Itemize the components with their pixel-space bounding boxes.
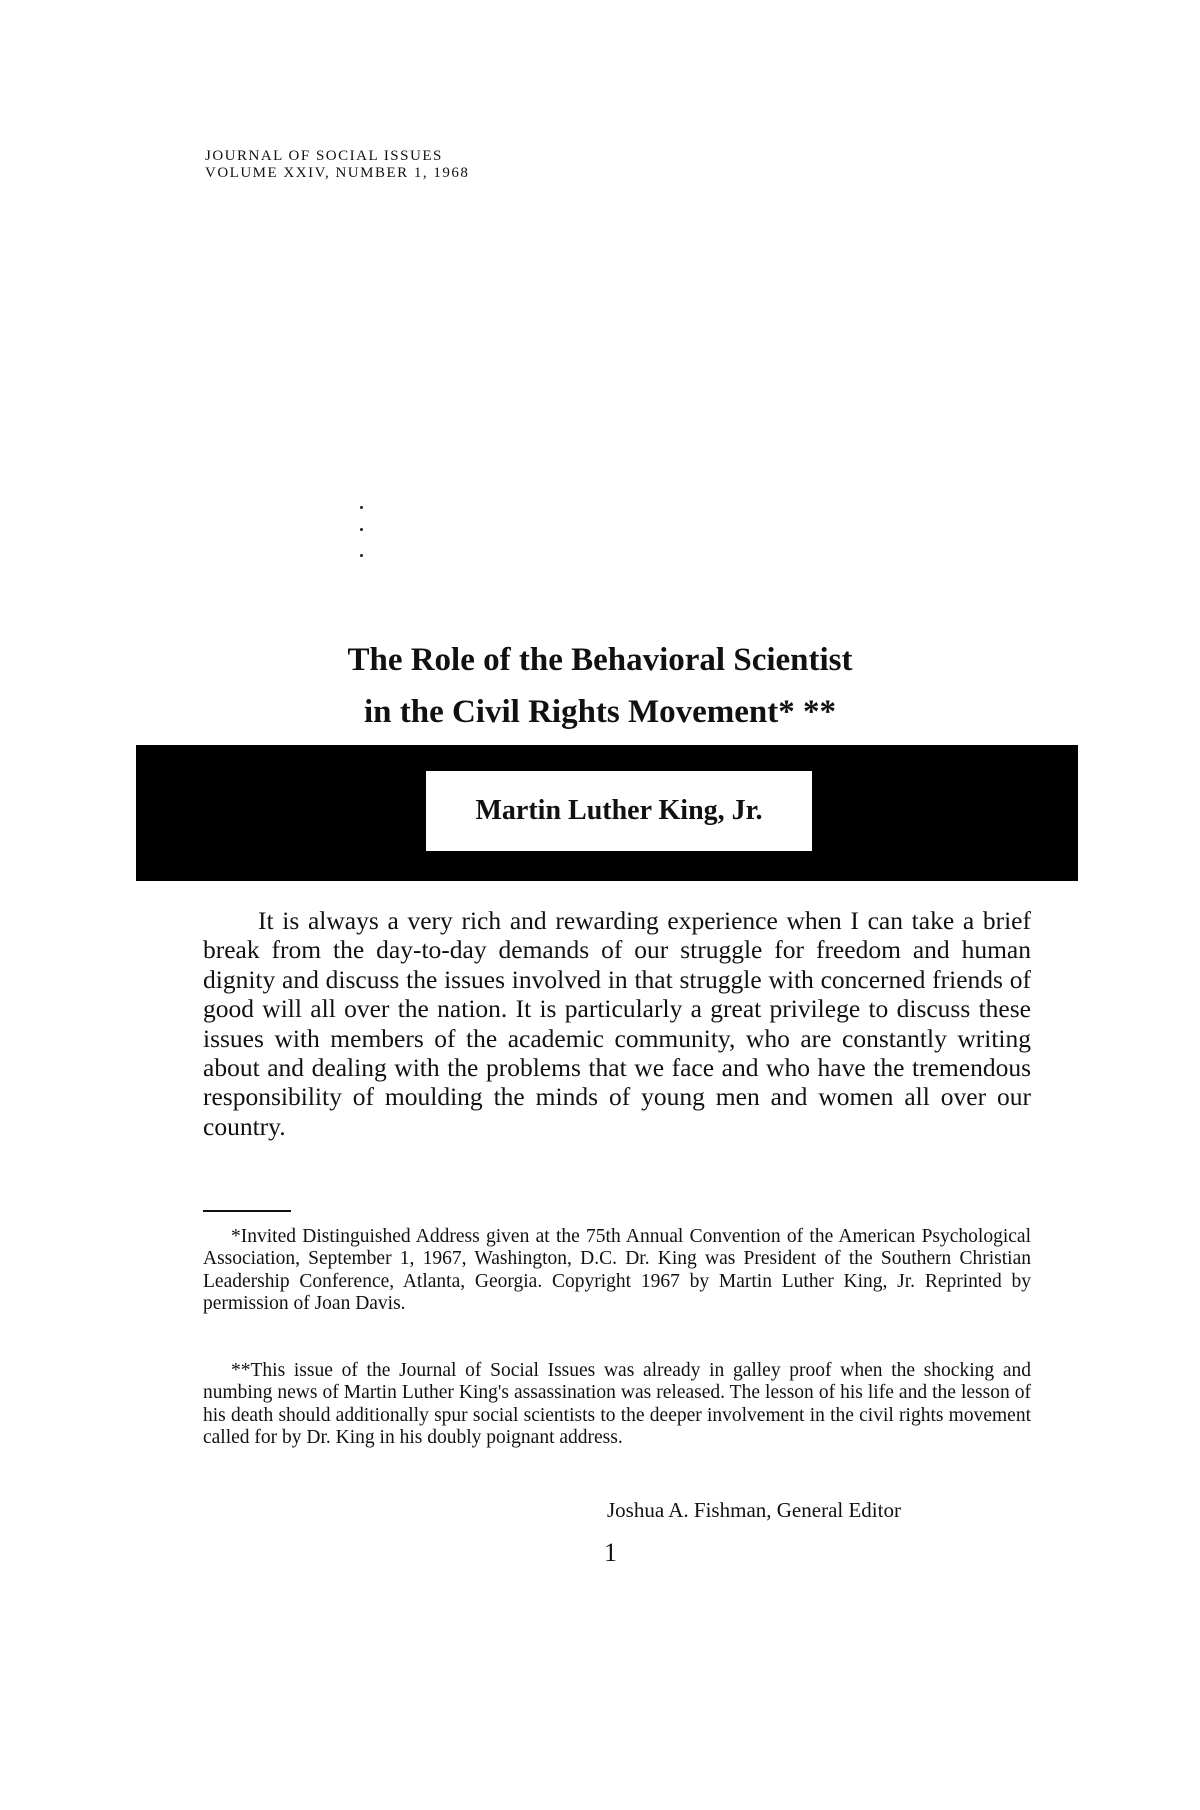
dot-mark [360, 506, 363, 509]
author-name: Martin Luther King, Jr. [426, 771, 812, 851]
dot-mark [360, 528, 363, 531]
article-title-line-2: in the Civil Rights Movement* ** [363, 694, 837, 730]
journal-name: JOURNAL OF SOCIAL ISSUES [205, 148, 443, 164]
footnote-2: **This issue of the Journal of Social Issues was already in galley proof when the shocking and numbing news of Martin Luther King's assassination was released. The lesson of his life and the lesson of his death should additionally spur social scientists to the deeper involvement in the civil rights movement called for by Dr. King in his doubly poignant address. [203, 1360, 1031, 1449]
author-band [136, 745, 1078, 881]
article-title [0, 634, 1200, 738]
page-number: 1 [604, 1538, 617, 1567]
journal-volume: VOLUME XXIV, NUMBER 1, 1968 [205, 165, 470, 181]
footnote-1: *Invited Distinguished Address given at the 75th Annual Convention of the American Psychological Association, September 1, 1967, Washington, D.C. Dr. King was President of the Southern Christian Leadership Conference, Atlanta, Georgia. Copyright 1967 by Martin Luther King, Jr. Reprinted by permission of Joan Davis. [203, 1226, 1031, 1315]
editor-signature: Joshua A. Fishman, General Editor [607, 1498, 901, 1522]
article-title-line-1: The Role of the Behavioral Scientist [347, 642, 853, 678]
article-body: It is always a very rich and rewarding experience when I can take a brief break from the day-to-day demands of our struggle for freedom and human dignity and discuss the issues involved in that struggle with concerned friends of good will all over the nation. It is particularly a great privilege to discuss these issues with members of the academic community, who are constantly writing about and dealing with the problems that we face and who have the tremendous responsibility of moulding the minds of young men and women all over our country. [203, 906, 1031, 1141]
footnote-divider [203, 1210, 291, 1212]
dot-mark [360, 554, 363, 557]
journal-header [205, 148, 469, 182]
